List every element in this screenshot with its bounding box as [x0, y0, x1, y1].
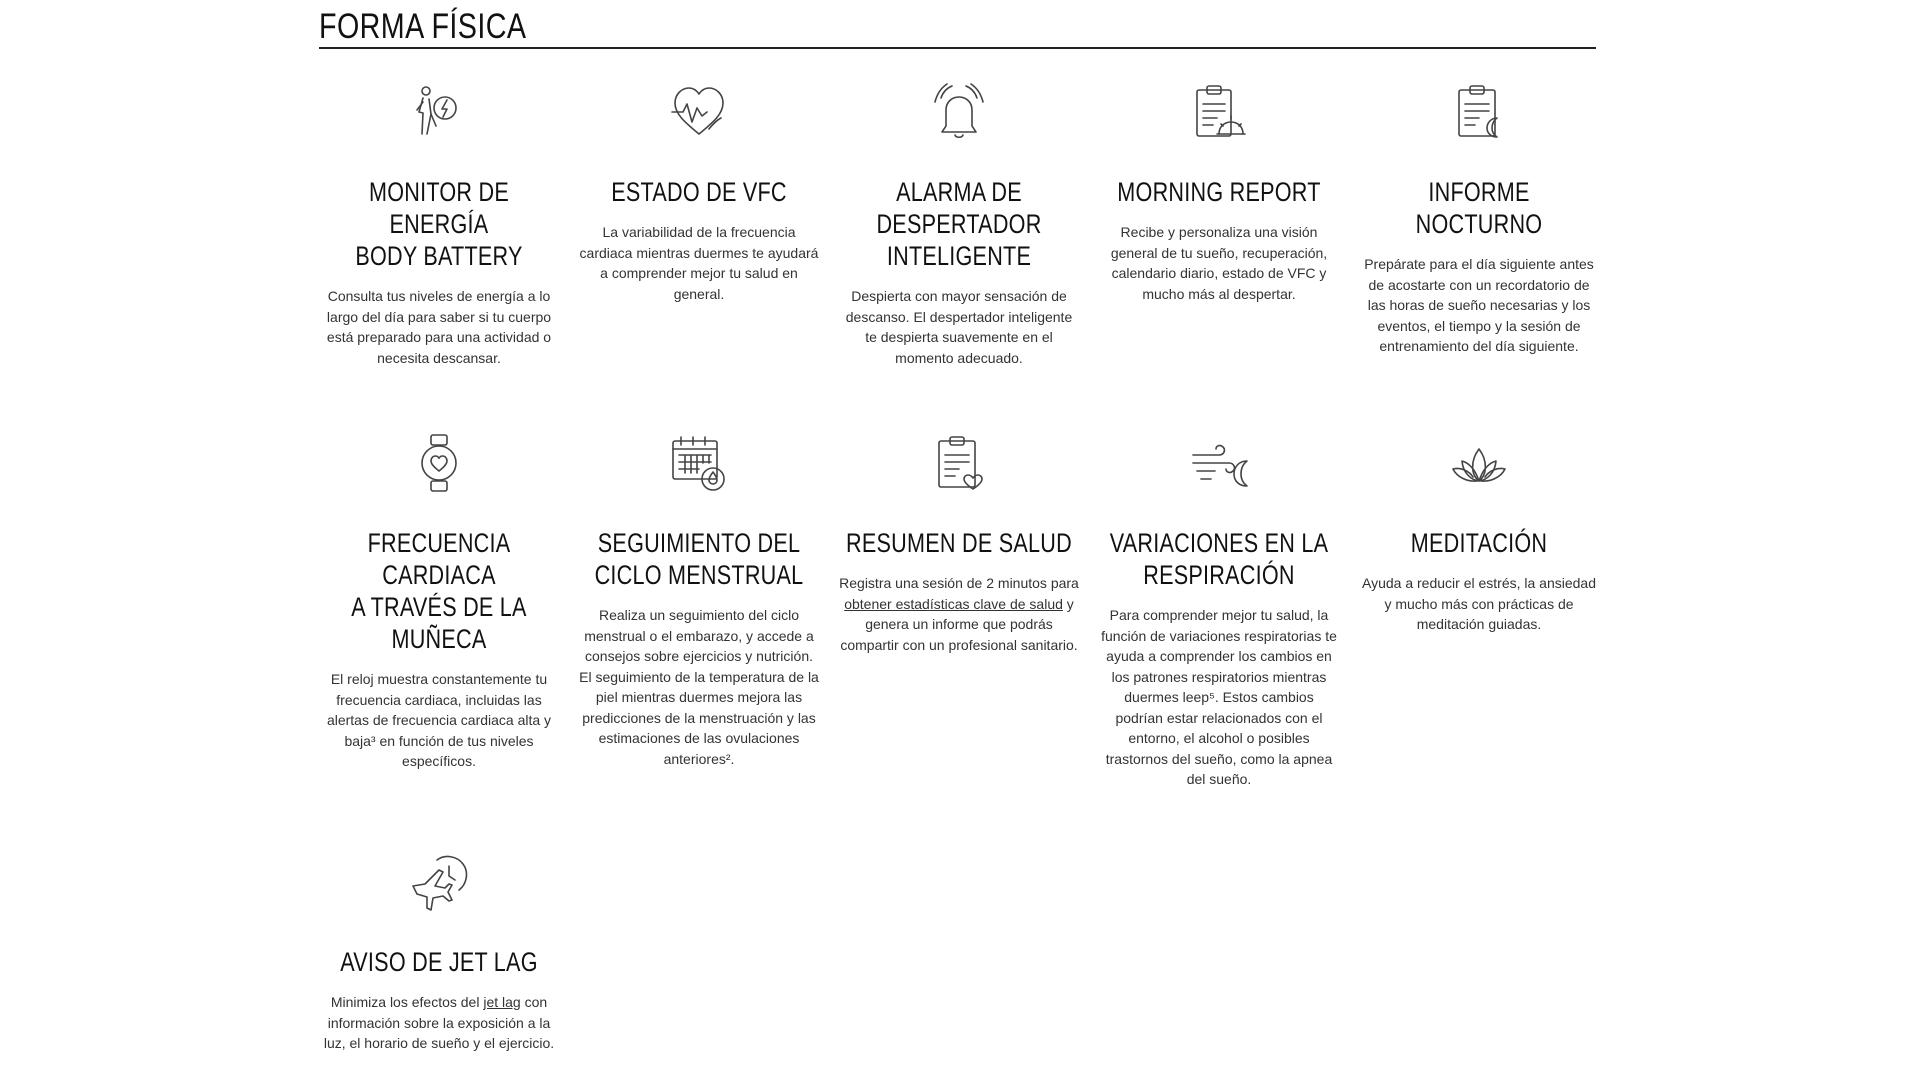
feature-title: FRECUENCIA CARDIACA A TRAVÉS DE LA MUÑECA	[351, 528, 527, 654]
feature-description: Para comprender mejor tu salud, la función de variaciones respiratorias te ayuda a comprender los cambios en los patrones respiratorios mientras duermes leep⁵. Estos cambios podrían estar relacionados con el entorno, el alcohol o posibles trastornos del sueño, como la apnea del sueño.	[1101, 607, 1337, 787]
feature-title: ESTADO DE VFC	[611, 177, 787, 207]
person-energy-icon	[409, 82, 469, 142]
watch-heart-icon	[409, 433, 469, 493]
feature-jet-lag	[319, 852, 559, 1054]
feature-title: INFORME NOCTURNO	[1415, 177, 1543, 239]
feature-smart-alarm	[839, 82, 1079, 368]
description-text: y genera un informe que podrás compartir con un profesional sanitario.	[840, 595, 1078, 653]
feature-description: Recibe y personaliza una visión general de tu sueño, recuperación, calendario diario, estado de VFC y mucho más al despertar.	[1110, 224, 1328, 302]
feature-title: SEGUIMIENTO DEL CICLO MENSTRUAL	[594, 528, 804, 590]
heart-rate-variability-icon	[669, 82, 729, 142]
description-text: Minimiza los efectos del	[330, 994, 484, 1010]
feature-description: La variabilidad de la frecuencia cardiaca mientras duermes te ayudará a comprender mejor tu salud en general.	[579, 224, 819, 302]
clipboard-heart-icon	[929, 433, 989, 493]
feature-title: ALARMA DE DESPERTADOR INTELIGENTE	[876, 177, 1042, 271]
alarm-bell-icon	[929, 82, 989, 142]
feature-description: Despierta con mayor sensación de descanso. El despertador inteligente te despierta suavemente en el momento adecuado.	[845, 288, 1073, 366]
feature-title: RESUMEN DE SALUD	[846, 528, 1072, 558]
clipboard-moon-icon	[1449, 82, 1509, 142]
feature-description	[319, 992, 559, 1054]
description-text: Registra una sesión de 2 minutos para	[839, 575, 1079, 591]
wind-moon-icon	[1189, 433, 1249, 493]
feature-title: MEDITACIÓN	[1410, 528, 1548, 558]
feature-morning-report	[1099, 82, 1339, 304]
feature-health-snapshot	[839, 433, 1079, 655]
feature-title: AVISO DE JET LAG	[340, 947, 538, 977]
feature-description: Prepárate para el día siguiente antes de acostarte con un recordatorio de las horas de sueño necesarias y los eventos, el tiempo y la sesión de entrenamiento del día siguiente.	[1364, 256, 1594, 354]
feature-description: El reloj muestra constantemente tu frecuencia cardiaca, incluidas las alertas de frecuencia cardiaca alta y baja³ en función de tus niveles específicos.	[326, 671, 552, 769]
feature-body-battery	[319, 82, 559, 368]
feature-description	[839, 573, 1079, 655]
feature-title: MONITOR DE ENERGÍA BODY BATTERY	[355, 177, 523, 271]
health-stats-link[interactable]: obtener estadísticas clave de salud	[844, 595, 1063, 612]
forma-fisica-section	[319, 0, 1596, 1051]
clipboard-sun-icon	[1189, 82, 1249, 142]
calendar-drop-icon	[669, 433, 729, 493]
feature-night-report	[1359, 82, 1599, 357]
feature-menstrual-tracking	[579, 433, 819, 769]
feature-wrist-heart-rate	[319, 433, 559, 772]
feature-vfc-status	[579, 82, 819, 304]
feature-description: Consulta tus niveles de energía a lo largo del día para saber si tu cuerpo está preparado para una actividad o necesita descansar.	[326, 288, 552, 366]
lotus-icon	[1449, 433, 1509, 493]
title-divider	[319, 47, 1596, 49]
description-text: con información sobre la exposición a la luz, el horario de sueño y el ejercicio.	[323, 994, 555, 1051]
feature-title: MORNING REPORT	[1117, 177, 1321, 207]
feature-respiration-variations	[1099, 433, 1339, 790]
jet-lag-link[interactable]: jet lag	[483, 994, 521, 1010]
airplane-clock-icon	[409, 852, 469, 912]
feature-description: Ayuda a reducir el estrés, la ansiedad y mucho más con prácticas de meditación guiadas.	[1362, 575, 1596, 632]
feature-description: Realiza un seguimiento del ciclo menstrual o el embarazo, y accede a consejos sobre ejercicios y nutrición. El seguimiento de la temperatura de la piel mientras duermes mejora las predicciones de la menstruación y las estimaciones de las ovulaciones anteriores².	[579, 607, 819, 767]
feature-title: VARIACIONES EN LA RESPIRACIÓN	[1109, 528, 1329, 590]
section-title: FORMA FÍSICA	[319, 7, 527, 46]
feature-meditation	[1359, 433, 1599, 635]
